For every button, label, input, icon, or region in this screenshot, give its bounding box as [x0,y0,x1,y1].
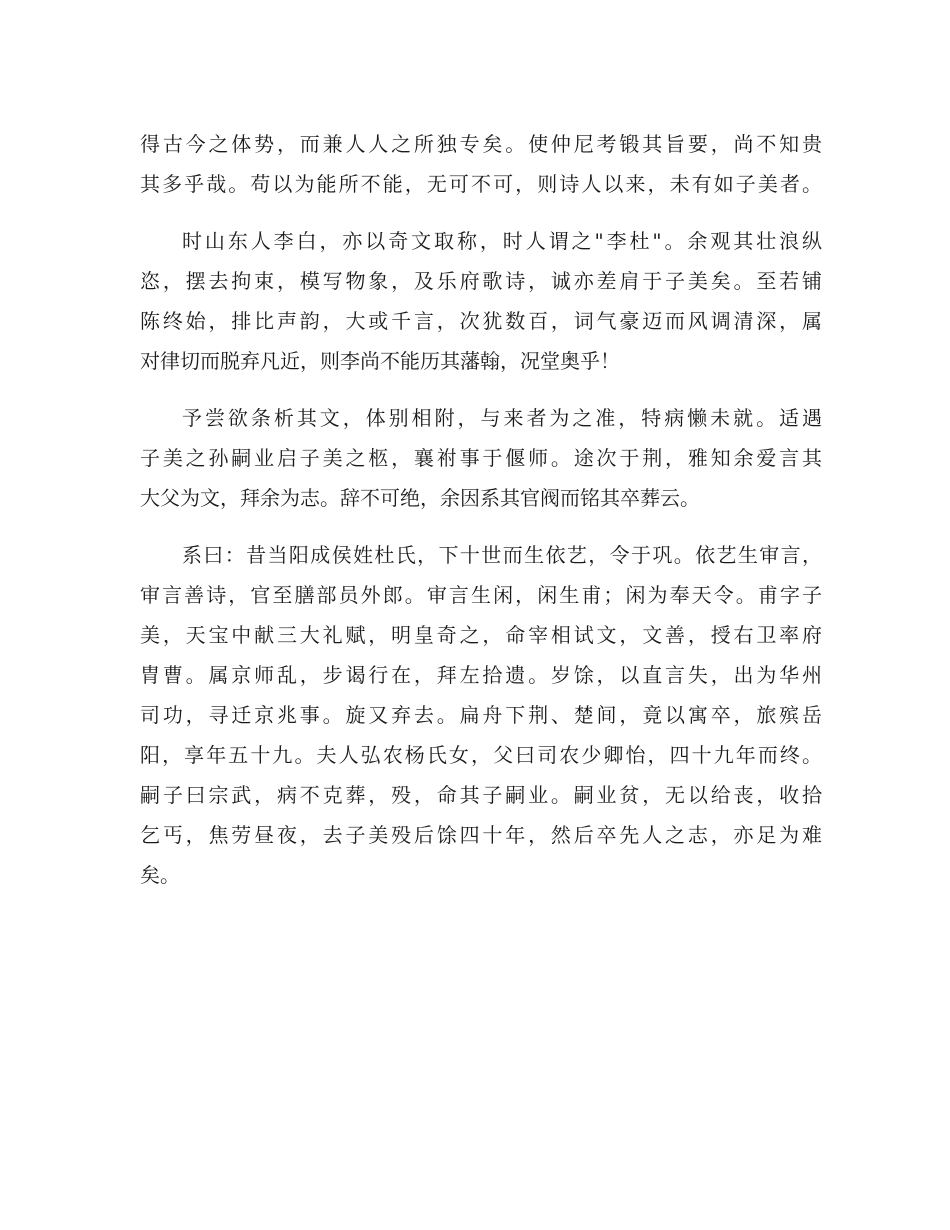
text-line: 审言善诗，官至膳部员外郎。审言生闲，闲生甫；闲为奉天令。甫字子 [140,583,822,607]
paragraph-4 [140,535,822,895]
text-line: 时山东人李白，亦以奇文取称，时人谓之"李杜"。余观其壮浪纵 [182,229,822,253]
text-line: 大父为文，拜余为志。辞不可绝，余因系其官阀而铭其卒葬云。 [140,486,700,510]
text-line: 矣。 [140,863,180,887]
text-line: 得古今之体势，而兼人人之所独专矣。使仲尼考锻其旨要，尚不知贵 [140,132,822,156]
paragraph-1 [140,124,822,204]
text-line: 恣，摆去拘束，模写物象，及乐府歌诗，诚亦差肩于子美矣。至若铺 [140,269,822,293]
text-line: 子美之孙嗣业启子美之柩，襄祔事于偃师。途次于荆，雅知余爱言其 [140,446,822,470]
text-line: 嗣子曰宗武，病不克葬，殁，命其子嗣业。嗣业贫，无以给丧，收拾 [140,783,822,807]
text-line: 司功，寻迁京兆事。旋又弃去。扁舟下荆、楚间，竟以寓卒，旅殡岳 [140,703,822,727]
paragraph-3 [140,398,822,518]
text-line: 阳，享年五十九。夫人弘农杨氏女，父曰司农少卿怡，四十九年而终。 [140,743,822,767]
text-line: 对律切而脱弃凡近，则李尚不能历其藩翰，况堂奥乎！ [140,349,620,373]
text-line: 乞丐，焦劳昼夜，去子美殁后馀四十年，然后卒先人之志，亦足为难 [140,823,822,847]
text-line: 美，天宝中献三大礼赋，明皇奇之，命宰相试文，文善，授右卫率府 [140,623,822,647]
text-line: 胄曹。属京师乱，步谒行在，拜左拾遗。岁馀，以直言失，出为华州 [140,663,822,687]
text-line: 予尝欲条析其文，体别相附，与来者为之准，特病懒未就。适遇 [182,406,822,430]
document-page [140,124,822,912]
paragraph-2 [140,221,822,381]
text-line: 其多乎哉。苟以为能所不能，无可不可，则诗人以来，未有如子美者。 [140,172,822,196]
text-line: 系曰：昔当阳成侯姓杜氏，下十世而生依艺，令于巩。依艺生审言， [182,543,822,567]
text-line: 陈终始，排比声韵，大或千言，次犹数百，词气豪迈而风调清深，属 [140,309,822,333]
